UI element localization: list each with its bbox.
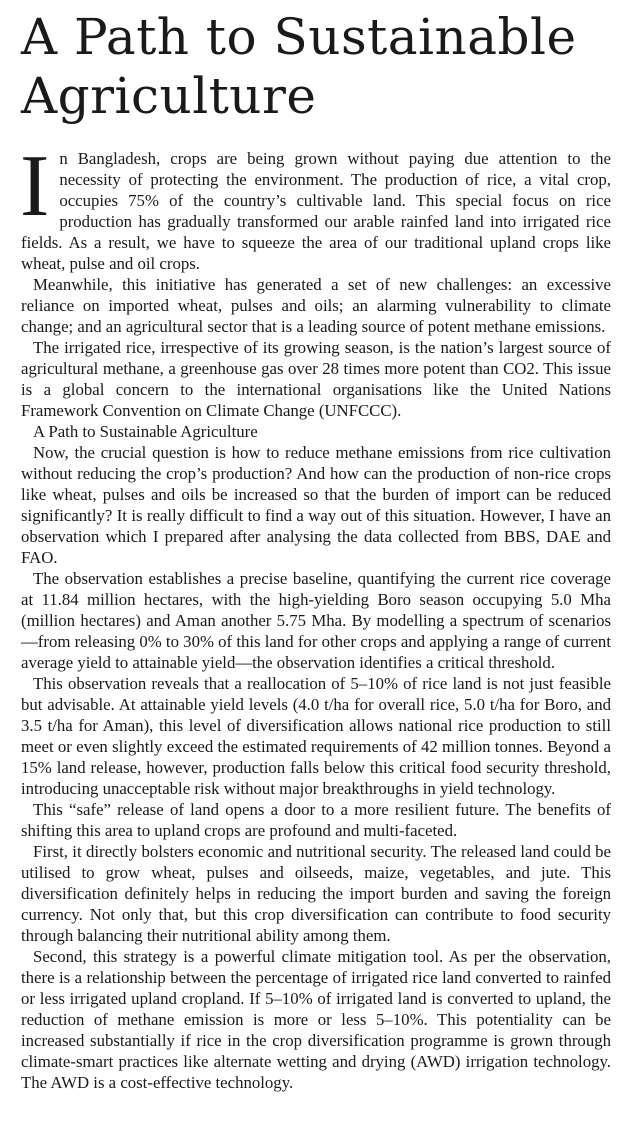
headline: A Path to Sustainable Agriculture <box>21 8 577 125</box>
paragraph-first-benefit: First, it directly bolsters economic and nutritional security. The released land could be utilised to grow wheat, pulses and oilseeds, maize, vegetables, and jute. This diversification definitely helps in reducing the import burden and saving the foreign currency. Not only that, but this crop diversification can contribute to food security through balancing their nutritional ability among them. <box>21 842 611 945</box>
paragraph-reallocation: This observation reveals that a reallocation of 5–10% of rice land is not just feasible but advisable. At attainable yield levels (4.0 t/ha for overall rice, 5.0 t/ha for Boro, and 3.5 t/ha for Aman), this level of diversification allows national rice production to still meet or even slightly exceed the estimated requirements of 42 million tonnes. Beyond a 15% land release, however, production falls below this critical food security threshold, introducing unacceptable risk without major breakthroughs in yield technology. <box>21 674 611 798</box>
article <box>21 0 611 1093</box>
lead-paragraph-text: n Bangladesh, crops are being grown without paying due attention to the necessity of protecting the environment. The production of rice, a vital crop, occupies 75% of the country’s cultivable land. This special focus on rice production has gradually transformed our arable rainfed land into irrigated rice fields. As a result, we have to squeeze the area of our traditional upland crops like wheat, pulse and oil crops. <box>21 149 611 273</box>
paragraph-second-benefit: Second, this strategy is a powerful climate mitigation tool. As per the observation, there is a relationship between the percentage of irrigated rice land converted to rainfed or less irrigated upland cropland. If 5–10% of irrigated land is converted to upland, the reduction of methane emission is more or less 5–10%. This potentiality can be increased substantially if rice in the crop diversification programme is grown through climate-smart practices like alternate wetting and drying (AWD) irrigation technology. The AWD is a cost-effective technology. <box>21 947 611 1092</box>
paragraph-baseline: The observation establishes a precise baseline, quantifying the current rice coverage at 11.84 million hectares, with the high-yielding Boro season occupying 5.0 Mha (million hectares) and Aman another 5.75 Mha. By modelling a spectrum of scenarios—from releasing 0% to 30% of this land for other crops and applying a range of current average yield to attainable yield—the observation identifies a critical threshold. <box>21 569 611 672</box>
section-subhead: A Path to Sustainable Agriculture <box>33 422 258 441</box>
paragraph-methane-source: The irrigated rice, irrespective of its growing season, is the nation’s largest source of agricultural methane, a greenhouse gas over 28 times more potent than CO2. This issue is a global concern to the international organisations like the United Nations Framework Convention on Climate Change (UNFCCC). <box>21 338 611 420</box>
article-body <box>20 138 611 1093</box>
drop-cap: I <box>20 138 50 235</box>
lead-paragraph <box>20 138 611 274</box>
paragraph-crucial-question: Now, the crucial question is how to reduce methane emissions from rice cultivation without reducing the crop’s production? And how can the production of non-rice crops like wheat, pulses and oils be increased so that the burden of import can be reduced significantly? It is really difficult to find a way out of this situation. However, I have an observation which I prepared after analysing the data collected from BBS, DAE and FAO. <box>21 443 611 567</box>
paragraph-challenges: Meanwhile, this initiative has generated a set of new challenges: an excessive reliance on imported wheat, pulses and oils; an alarming vulnerability to climate change; and an agricultural sector that is a leading source of potent methane emissions. <box>21 275 611 336</box>
paragraph-safe-release: This “safe” release of land opens a door to a more resilient future. The benefits of shifting this area to upland crops are profound and multi-faceted. <box>21 800 611 840</box>
